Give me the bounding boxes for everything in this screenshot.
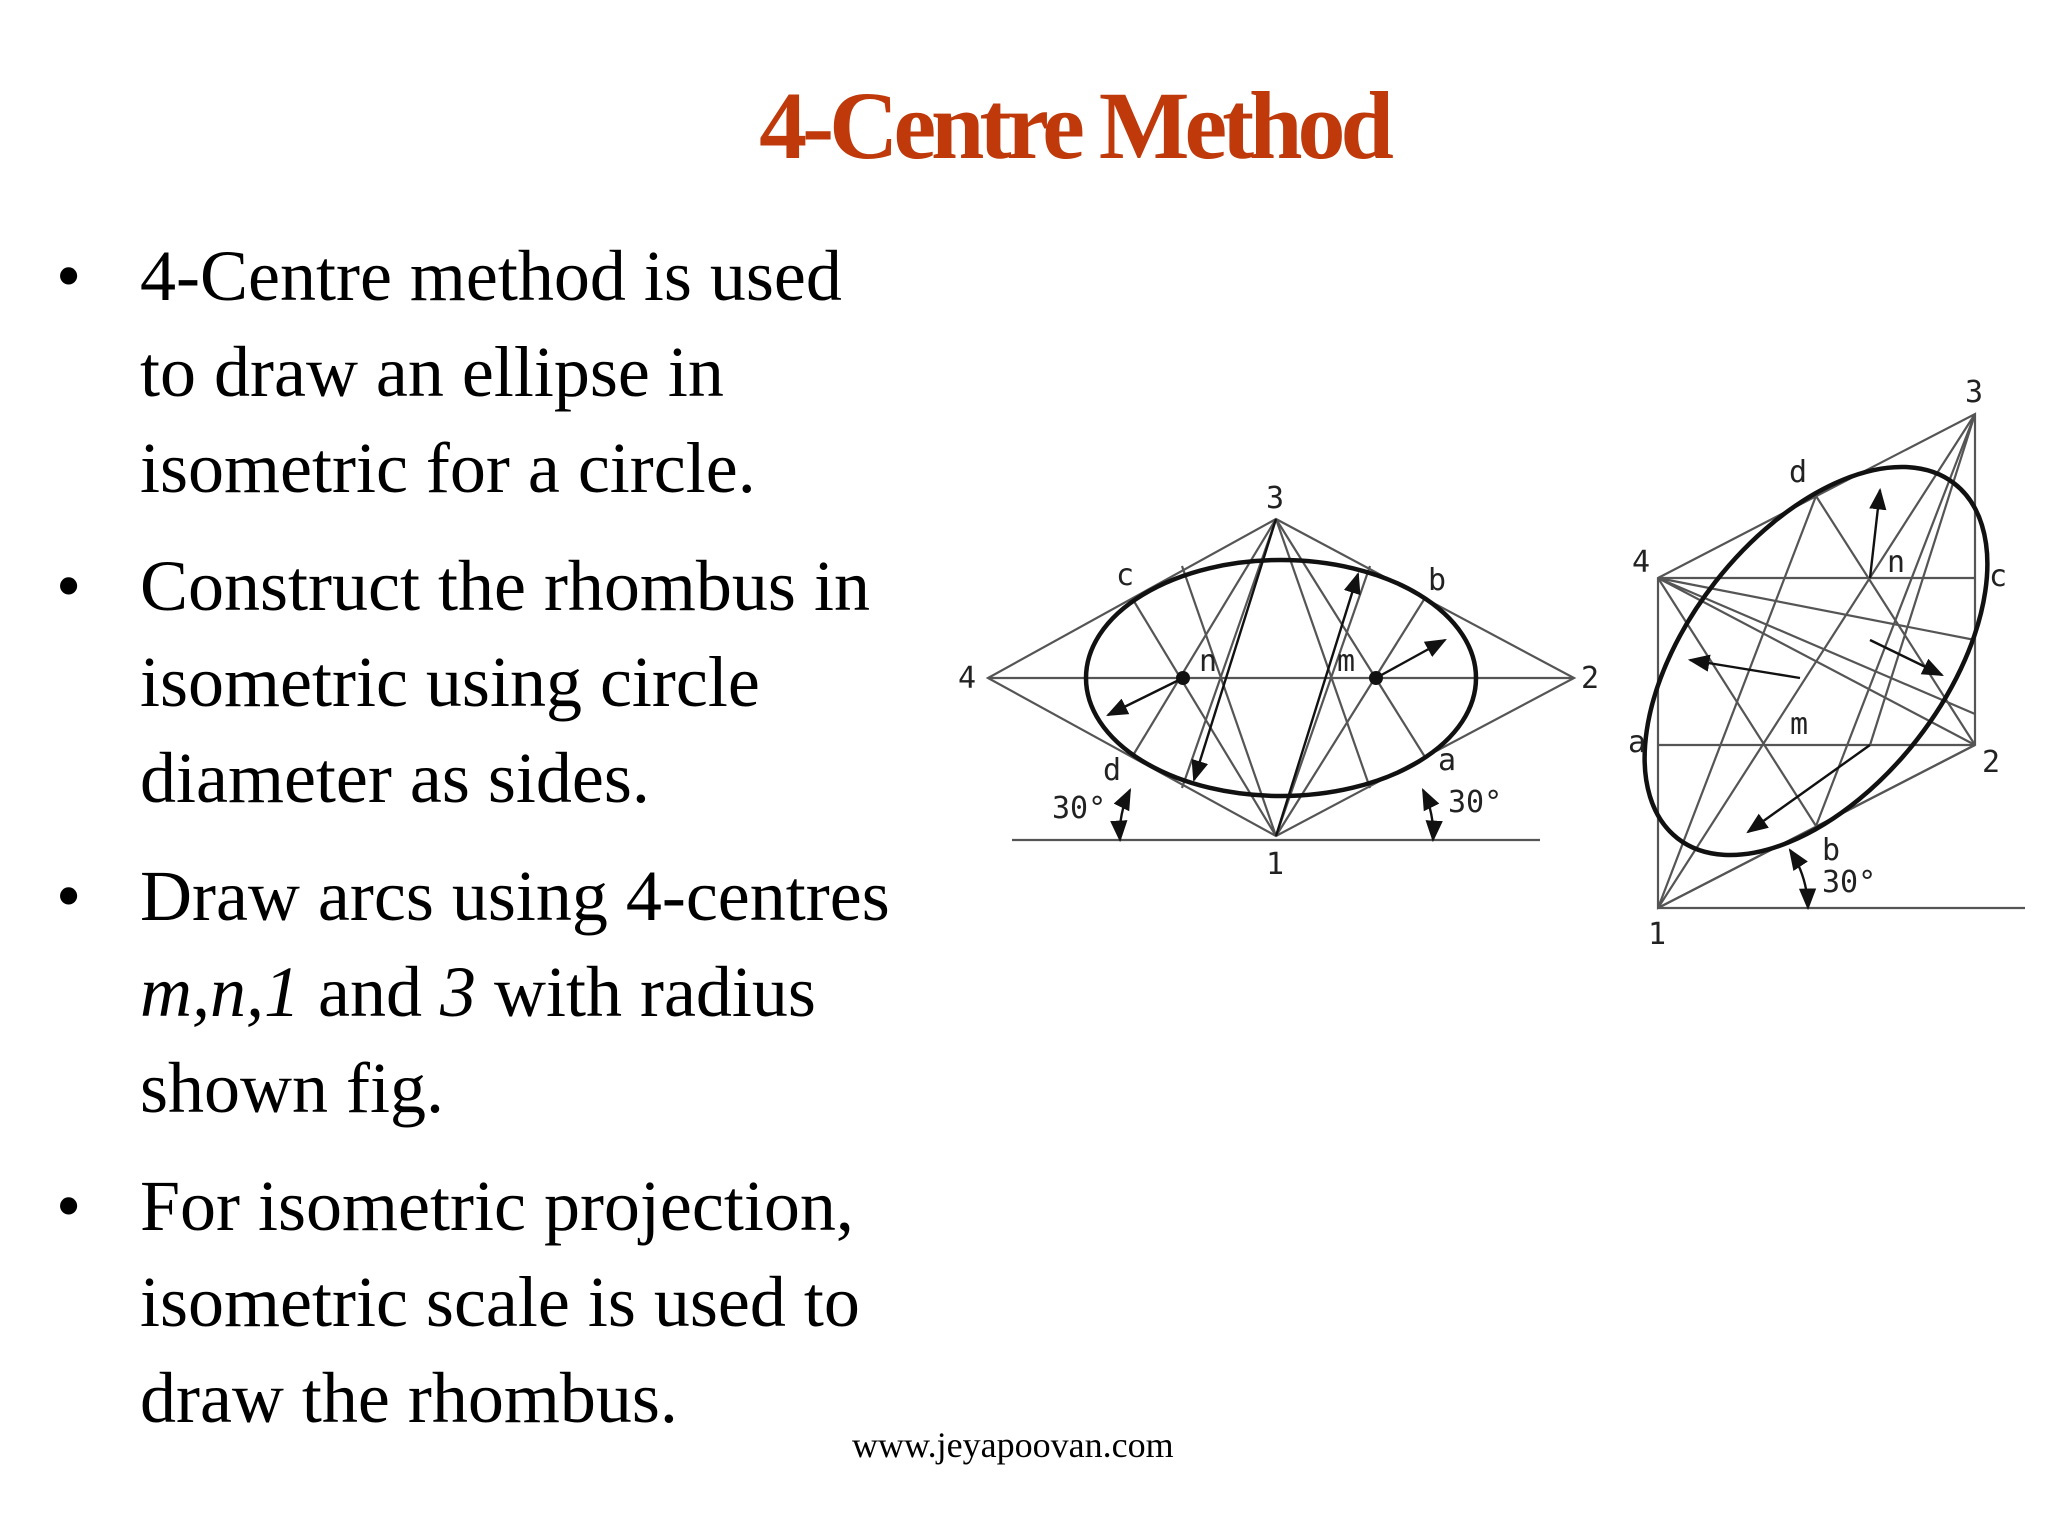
text-segment: with radius [475,952,816,1032]
label-m-right: m [1790,707,1809,742]
label-b: b [1428,563,1447,598]
italic-centres: m,n,1 [140,952,300,1032]
label-3: 3 [1266,481,1285,516]
slide-title: 4-Centre Method [759,72,1389,179]
label-1: 1 [1266,847,1285,882]
label-b-right: b [1822,833,1841,868]
construction-lines-right [1658,414,2025,908]
bullet-line: to draw an ellipse in [140,332,724,412]
label-n: n [1199,644,1218,679]
bullet-line: draw the rhombus. [140,1358,678,1438]
label-c: c [1116,558,1135,593]
line-d-2 [1816,496,1975,745]
bullet-dot: • [56,856,82,936]
bullet-dot: • [56,1166,82,1246]
line-4-c-mid [1658,578,1975,640]
label-2-right: 2 [1982,745,2001,780]
label-4-right: 4 [1632,545,1651,580]
bullet-line: diameter as sides. [140,738,650,818]
footer-url: www.jeyapoovan.com [852,1425,1174,1465]
angle-arc-right-fig [1790,850,1808,908]
text-segment: and [300,952,440,1032]
bullet-line: Draw arcs using 4-centres [140,856,890,936]
arrow-m-right [1748,745,1870,832]
label-a: a [1438,743,1457,778]
label-3-right: 3 [1965,375,1984,410]
ellipse-right [1577,405,2048,917]
label-angle-right-fig: 30° [1822,865,1877,900]
bullet-dot: • [56,236,82,316]
bullet-line: 4-Centre method is used [140,236,842,316]
bullet-dot: • [56,546,82,626]
bullet-line: shown fig. [140,1048,444,1128]
label-c-right: c [1989,559,2008,594]
italic-centre-3: 3 [439,952,476,1032]
line-3-m [1870,414,1975,745]
arrow-left-right [1690,660,1800,678]
label-angle-left: 30° [1052,791,1107,826]
label-d-right: d [1789,455,1808,490]
label-d: d [1103,753,1122,788]
label-angle-right: 30° [1448,785,1503,820]
diagonal-1-3 [1658,414,1975,908]
line-4-b [1658,578,1816,826]
bullet-line: isometric scale is used to [140,1262,860,1342]
bullet-line: Construct the rhombus in [140,546,870,626]
bullet-line: isometric for a circle. [140,428,756,508]
label-4: 4 [958,661,977,696]
label-n-right: n [1887,545,1906,580]
bullet-line: isometric using circle [140,642,760,722]
label-1-right: 1 [1648,917,1667,952]
label-a-right: a [1628,725,1647,760]
label-m: m [1337,644,1356,679]
label-2: 2 [1581,661,1600,696]
bullet-line: For isometric projection, [140,1166,854,1246]
